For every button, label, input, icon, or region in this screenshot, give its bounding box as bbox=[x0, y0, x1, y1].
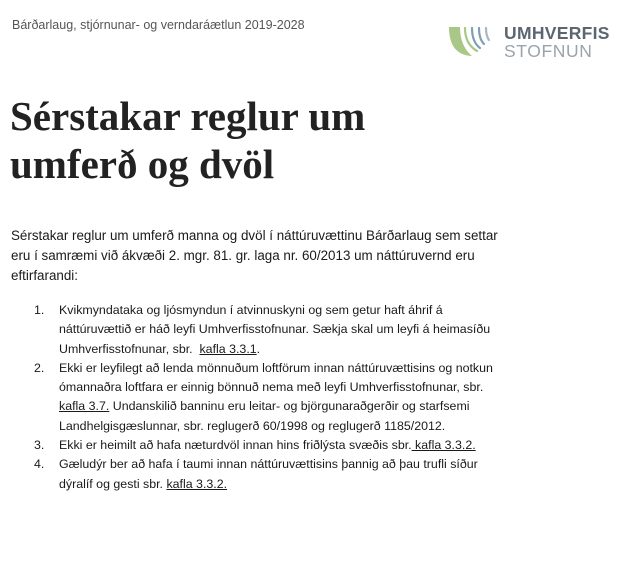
rule-number: 1. bbox=[34, 303, 45, 317]
rule-item-2 bbox=[30, 359, 550, 436]
title-line-1: Sérstakar reglur um bbox=[10, 93, 366, 139]
logo-text-umhverfis: UMHVERFIS bbox=[504, 23, 610, 43]
rule-number: 2. bbox=[34, 360, 45, 375]
reference-link-kafla-3-3-1[interactable]: kafla 3.3.1 bbox=[199, 341, 257, 356]
rule-text-line: Umhverfisstofnunar, sbr. bbox=[59, 341, 200, 356]
intro-line-3: eftirfarandi: bbox=[11, 268, 78, 283]
rule-item-3 bbox=[30, 436, 550, 455]
rule-number: 3. bbox=[34, 438, 45, 453]
page-title bbox=[10, 92, 570, 188]
umhverfisstofnun-logo bbox=[446, 22, 616, 62]
logo-text-stofnun: STOFNUN bbox=[504, 41, 593, 61]
intro-line-2: eru í samræmi við ákvæði 2. mgr. 81. gr. laga nr. 60/2013 um náttúruvernd eru bbox=[11, 248, 475, 263]
running-header: Bárðarlaug, stjórnunar- og verndaráætlun 2019-2028 bbox=[12, 18, 305, 32]
intro-line-1: Sérstakar reglur um umferð manna og dvöl í náttúruvættinu Bárðarlaug sem settar bbox=[11, 228, 498, 243]
reference-link-kafla-3-3-2[interactable]: kafla 3.3.2. bbox=[411, 438, 476, 453]
rule-text-line: náttúruvættið er háð leyfi Umhverfisstofnunar. Sækja skal um leyfi á heimasíðu bbox=[59, 322, 491, 337]
rule-text-line: Ekki er leyfilegt að lenda mönnuðum loftförum innan náttúruvættisins og notkun bbox=[59, 360, 493, 375]
rule-text-line: . bbox=[256, 341, 261, 356]
reference-link-kafla-3-3-2[interactable]: kafla 3.3.2. bbox=[166, 476, 228, 491]
rule-item-1 bbox=[30, 301, 550, 359]
rule-item-4 bbox=[30, 455, 550, 494]
rule-text-line: Ekki er heimilt að hafa næturdvöl innan hins friðlýsta svæðis sbr. bbox=[59, 438, 412, 453]
intro-paragraph bbox=[11, 226, 571, 286]
rule-text-line: ómannaðra loftfara er einnig bönnuð nema með leyfi Umhverfisstofnunar, sbr. bbox=[59, 380, 484, 395]
leaf-logo-icon bbox=[446, 24, 498, 60]
rule-number: 4. bbox=[34, 457, 45, 472]
rule-text-line: dýralíf og gesti sbr. bbox=[59, 476, 167, 491]
rule-text-line: Landhelgisgæslunnar, sbr. reglugerð 60/1998 og reglugerð 1185/2012. bbox=[59, 418, 446, 433]
rule-text-line: Kvikmyndataka og ljósmyndun í atvinnuskyni og sem getur haft áhrif á bbox=[59, 303, 443, 317]
rule-text-line: Undanskilið banninu eru leitar- og björgunaraðgerðir og starfsemi bbox=[109, 399, 470, 414]
rules-list bbox=[30, 301, 550, 494]
rule-text-line: Gæludýr ber að hafa í taumi innan náttúruvættisins þannig að þau trufli síður bbox=[59, 457, 478, 472]
title-line-2: umferð og dvöl bbox=[10, 141, 275, 187]
reference-link-kafla-3-7[interactable]: kafla 3.7. bbox=[59, 399, 110, 414]
